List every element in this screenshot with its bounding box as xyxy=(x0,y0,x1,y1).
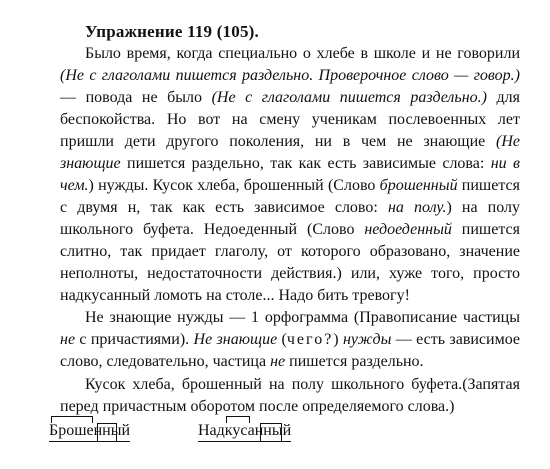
p2-text: — есть зависимое слово, следовательно, частица xyxy=(60,331,521,370)
p1-note: (Не с глаголами пишется раздельно.) xyxy=(211,89,487,106)
paragraph-3 xyxy=(60,374,520,418)
p2-note: не xyxy=(60,331,76,348)
p2-text: пишется раздельно. xyxy=(285,353,424,370)
p1-text: пишется слитно, так придает глаголу, от которого образовано, значение неполноты, недостаточности действия.) или, хуже того, просто надкусанный ломоть на столе... Надо бить тревогу! xyxy=(60,221,521,304)
suffix-mark xyxy=(97,423,117,441)
word-analysis-2 xyxy=(198,422,291,442)
p1-text: пишется раздельно, так как есть зависимые слова: xyxy=(120,155,491,172)
p2-question: чего? xyxy=(286,331,334,348)
p1-note: брошенный xyxy=(379,177,458,194)
p1-text: — повода не было xyxy=(60,89,212,106)
p1-text: ) нужды. Кусок хлеба, брошенный (Слово xyxy=(88,177,380,194)
p2-text: ( xyxy=(277,331,287,348)
p1-text: ) на полу школьного буфета. Недоеденный (Слово xyxy=(60,199,521,238)
p2-text: ) xyxy=(333,331,343,348)
p1-note: на полу. xyxy=(387,199,447,216)
p1-note: (Не знающие xyxy=(60,133,520,172)
paragraph-1 xyxy=(60,43,520,307)
p1-text: Было время, когда специально о хлебе в школе и не говорили xyxy=(85,45,520,62)
paragraph-2 xyxy=(60,307,520,373)
p2-note: не xyxy=(270,353,286,370)
p1-note: (Не с глаголами пишется раздельно. Проверочное слово — говор.) xyxy=(60,67,520,84)
p1-note: недоеденный xyxy=(364,221,452,238)
p2-text: с причастиями). xyxy=(75,331,194,348)
p1-text: для беспокойства. Но вот на смену ученикам послевоенных лет пришли дети другого поколения, ни в чем не знающие xyxy=(60,89,520,150)
p1-note: ни в чем. xyxy=(60,155,520,194)
p2-note: Не знающие xyxy=(193,331,278,348)
word-analysis-1 xyxy=(49,422,130,442)
word-text: Брошенный xyxy=(49,422,131,439)
p2-note: нужды xyxy=(342,331,392,348)
word-broshenny xyxy=(49,422,130,442)
root-mark xyxy=(226,416,250,423)
p2-text: Не знающие нужды — 1 орфограмма (Правописание частицы xyxy=(85,309,520,326)
exercise-title: Упражнение 119 (105). xyxy=(85,22,259,41)
suffix-mark xyxy=(260,423,282,441)
p1-text: пишется с двумя н, так как есть зависимое слово: xyxy=(60,177,520,216)
p3-text: Кусок хлеба, брошенный на полу школьного буфета.(Запятая перед причастным оборотом после определяемого слова.) xyxy=(60,376,520,415)
word-nadkusanny xyxy=(198,422,291,442)
root-mark xyxy=(51,416,93,423)
word-text: Надкусанный xyxy=(198,422,292,439)
